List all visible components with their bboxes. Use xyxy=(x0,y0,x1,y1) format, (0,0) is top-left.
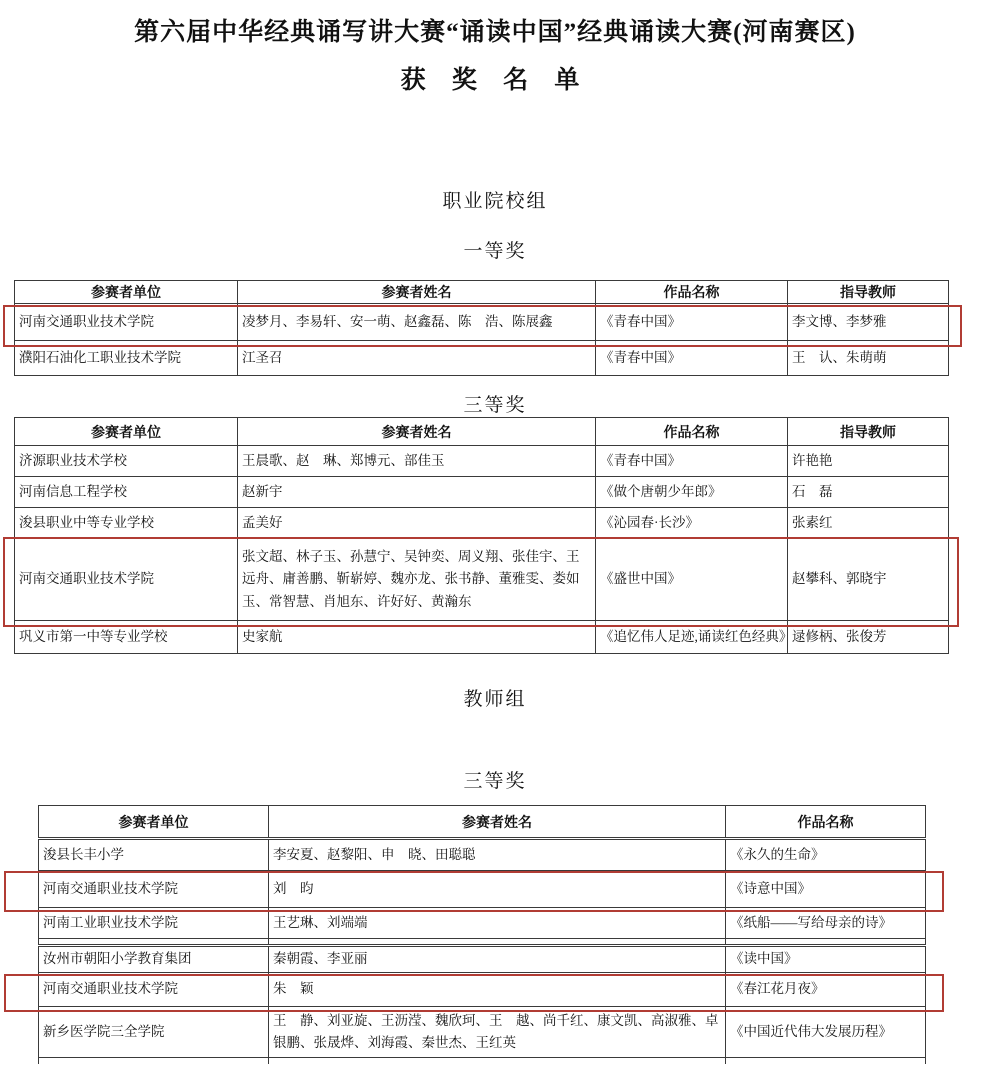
empty-cell xyxy=(269,1058,726,1065)
table-row xyxy=(15,621,949,654)
work-cell: 《沁园春·长沙》 xyxy=(596,508,788,539)
names-cell: 王 静、刘亚旋、王沥滢、魏欣珂、王 越、尚千红、康文凯、高淑雅、卓银鹏、张晟烨、刘海霞、秦世杰、王红英 xyxy=(269,1007,726,1058)
work-cell: 《青春中国》 xyxy=(596,446,788,477)
cut-off-row xyxy=(39,1058,926,1065)
column-header: 作品名称 xyxy=(596,281,788,304)
work-cell: 《青春中国》 xyxy=(596,304,788,341)
work-cell: 《读中国》 xyxy=(726,946,926,973)
table-row xyxy=(15,304,949,341)
unit-cell: 济源职业技术学校 xyxy=(15,446,238,477)
award-label-third-prize-vocational: 三等奖 xyxy=(463,395,527,416)
names-cell: 赵新宇 xyxy=(238,477,596,508)
teachers-cell: 赵攀科、郭晓宇 xyxy=(788,539,949,621)
third-prize-vocational-table xyxy=(14,417,949,654)
column-header: 作品名称 xyxy=(726,806,926,839)
unit-cell: 巩义市第一中等专业学校 xyxy=(15,621,238,654)
work-cell: 《做个唐朝少年郎》 xyxy=(596,477,788,508)
teachers-cell: 王 认、朱萌萌 xyxy=(788,341,949,376)
award-label-first-prize: 一等奖 xyxy=(463,241,527,262)
table-row xyxy=(39,908,926,939)
table-header-row xyxy=(15,281,949,304)
group-label-teachers: 教师组 xyxy=(463,689,527,710)
column-header: 参赛者单位 xyxy=(15,418,238,446)
unit-cell: 河南交通职业技术学院 xyxy=(15,304,238,341)
third-prize-teachers-table xyxy=(38,805,926,1064)
names-cell: 张文超、林子玉、孙慧宁、吴钟奕、周义翔、张佳宇、王远舟、庸善鹏、靳崭婷、魏亦龙、张书静、董雅雯、娄如玉、常智慧、肖旭东、许好好、黄瀚东 xyxy=(238,539,596,621)
unit-cell: 新乡医学院三全学院 xyxy=(39,1007,269,1058)
table-row xyxy=(39,871,926,908)
names-cell: 孟美好 xyxy=(238,508,596,539)
work-cell: 《追忆伟人足迹,诵读红色经典》 xyxy=(596,621,788,654)
unit-cell: 河南交通职业技术学院 xyxy=(39,871,269,908)
unit-cell: 河南信息工程学校 xyxy=(15,477,238,508)
work-cell: 《春江花月夜》 xyxy=(726,973,926,1007)
work-cell: 《永久的生命》 xyxy=(726,839,926,871)
group-label-vocational: 职业院校组 xyxy=(442,191,548,212)
table-row xyxy=(15,539,949,621)
unit-cell: 河南工业职业技术学院 xyxy=(39,908,269,939)
award-label-third-prize-teachers: 三等奖 xyxy=(463,771,527,792)
empty-cell xyxy=(269,939,726,946)
table-row xyxy=(15,341,949,376)
empty-cell xyxy=(726,1058,926,1065)
column-header: 作品名称 xyxy=(596,418,788,446)
names-cell: 刘 昀 xyxy=(269,871,726,908)
names-cell: 史家航 xyxy=(238,621,596,654)
names-cell: 朱 颖 xyxy=(269,973,726,1007)
work-cell: 《纸船——写给母亲的诗》 xyxy=(726,908,926,939)
teachers-cell: 石 磊 xyxy=(788,477,949,508)
table-row xyxy=(15,477,949,508)
document-title: 第六届中华经典诵写讲大赛“诵读中国”经典诵读大赛(河南赛区) xyxy=(134,19,856,46)
table-row xyxy=(39,946,926,973)
work-cell: 《诗意中国》 xyxy=(726,871,926,908)
empty-cell xyxy=(39,1058,269,1065)
names-cell: 李安夏、赵黎阳、申 晓、田聪聪 xyxy=(269,839,726,871)
unit-cell: 河南交通职业技术学院 xyxy=(39,973,269,1007)
unit-cell: 浚县职业中等专业学校 xyxy=(15,508,238,539)
column-header: 指导教师 xyxy=(788,281,949,304)
empty-cell xyxy=(39,939,269,946)
column-header: 参赛者姓名 xyxy=(269,806,726,839)
table-row xyxy=(15,446,949,477)
unit-cell: 汝州市朝阳小学教育集团 xyxy=(39,946,269,973)
column-header: 参赛者单位 xyxy=(15,281,238,304)
teachers-cell: 张素红 xyxy=(788,508,949,539)
unit-cell: 浚县长丰小学 xyxy=(39,839,269,871)
table-row xyxy=(39,839,926,871)
names-cell: 王艺琳、刘端端 xyxy=(269,908,726,939)
table-header-row xyxy=(39,806,926,839)
teachers-cell: 许艳艳 xyxy=(788,446,949,477)
column-header: 参赛者姓名 xyxy=(238,281,596,304)
work-cell: 《青春中国》 xyxy=(596,341,788,376)
work-cell: 《盛世中国》 xyxy=(596,539,788,621)
table-row xyxy=(39,973,926,1007)
names-cell: 王晨歌、赵 琳、郑博元、部佳玉 xyxy=(238,446,596,477)
teachers-cell: 李文博、李梦雅 xyxy=(788,304,949,341)
unit-cell: 河南交通职业技术学院 xyxy=(15,539,238,621)
names-cell: 凌梦月、李易轩、安一萌、赵鑫磊、陈 浩、陈展鑫 xyxy=(238,304,596,341)
teachers-cell: 逯修柄、张俊芳 xyxy=(788,621,949,654)
names-cell: 秦朝霞、李亚丽 xyxy=(269,946,726,973)
names-cell: 江圣召 xyxy=(238,341,596,376)
work-cell: 《中国近代伟大发展历程》 xyxy=(726,1007,926,1058)
table-header-row xyxy=(15,418,949,446)
first-prize-vocational-table xyxy=(14,280,949,376)
empty-cell xyxy=(726,939,926,946)
table-row xyxy=(15,508,949,539)
column-header: 参赛者单位 xyxy=(39,806,269,839)
column-header: 指导教师 xyxy=(788,418,949,446)
column-header: 参赛者姓名 xyxy=(238,418,596,446)
page-break-divider xyxy=(39,939,926,946)
document-subtitle: 获 奖 名 单 xyxy=(400,67,590,94)
unit-cell: 濮阳石油化工职业技术学院 xyxy=(15,341,238,376)
table-row xyxy=(39,1007,926,1058)
